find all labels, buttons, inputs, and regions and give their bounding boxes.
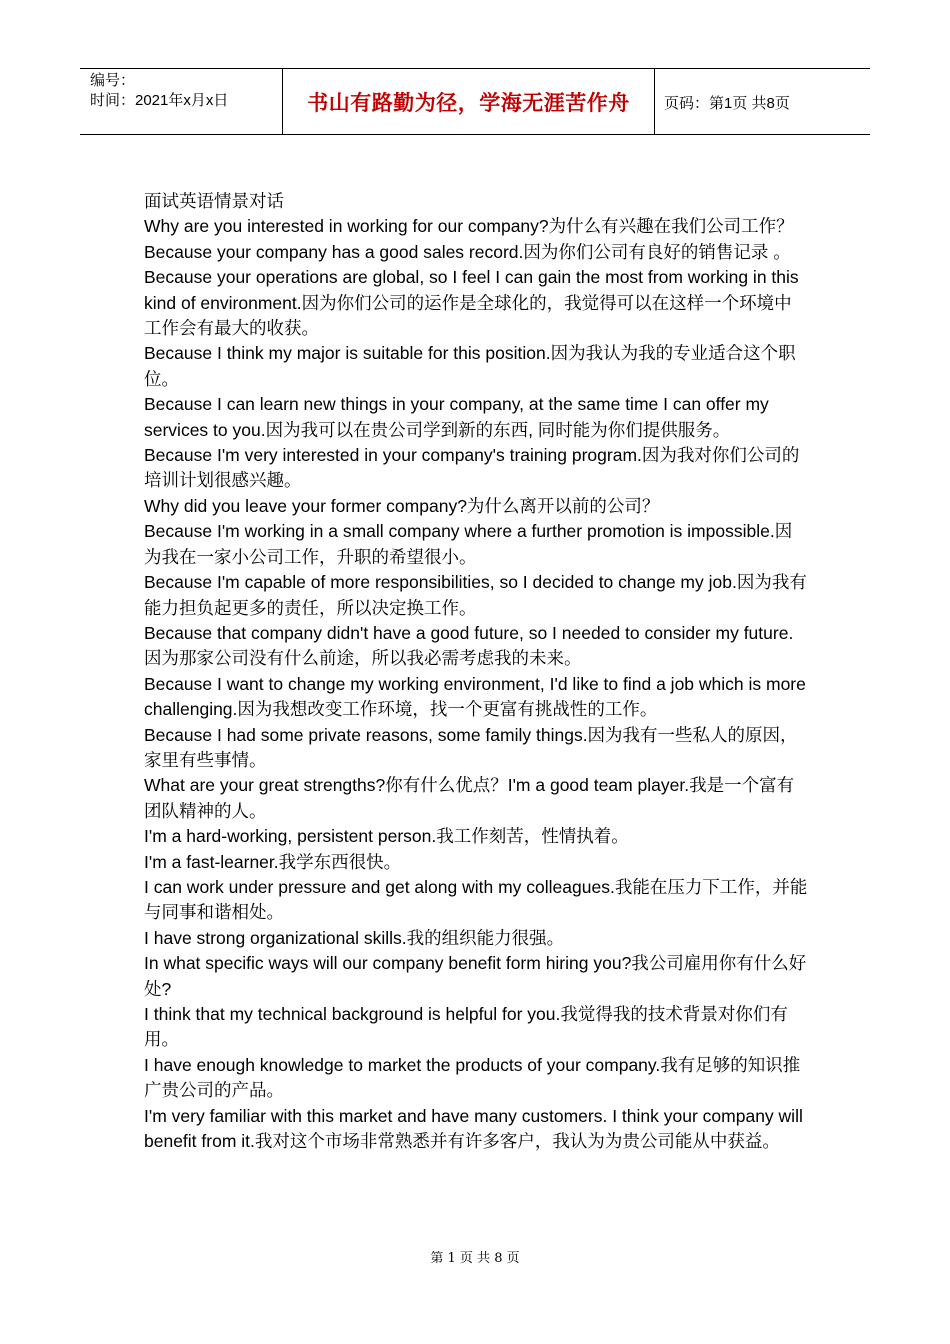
paragraph: Because I think my major is suitable for this position.因为我认为我的专业适合这个职位。 (144, 343, 796, 389)
paragraph: Why are you interested in working for our company?为什么有兴趣在我们公司工作？ (144, 216, 794, 237)
paragraph: Because your company has a good sales record.因为你们公司有良好的销售记录 。Because your operations are global, so I feel I can gain the most from working in this kind of environment.因为你们公司的运作是全球化的，我觉得可以在这样一个环境中工作会有最大的收获。 (144, 241, 799, 339)
paragraph: Because I'm capable of more responsibilities, so I decided to change my job.因为我有能力担负起更多的责任，所以决定换工作。 (144, 572, 807, 618)
header-meta (90, 71, 228, 111)
paragraph: Why did you leave your former company?为什么离开以前的公司？ (144, 495, 660, 516)
paragraph: I think that my technical background is helpful for you.我觉得我的技术背景对你们有用。 (144, 1004, 788, 1050)
paragraph: What are your great strengths?你有什么优点？I'm a good team player.我是一个富有团队精神的人。 (144, 775, 795, 821)
paragraph: Because I'm working in a small company where a further promotion is impossible.因为我在一家小公司工作，升职的希望很小。 (144, 521, 793, 567)
document-body (144, 189, 809, 1154)
paragraph: In what specific ways will our company benefit form hiring you?我公司雇用你有什么好处? (144, 953, 807, 999)
header-motto: 书山有路勤为径，学海无涯苦作舟 (307, 91, 630, 115)
page-footer: 第 1 页 共 8 页 (430, 1251, 520, 1266)
header-page-info: 页码：第1页 共8页 (664, 95, 790, 112)
paragraph: I have strong organizational skills.我的组织能力很强。 (144, 927, 565, 948)
header-bottom-rule (80, 134, 870, 135)
document-number-label: 编号： (90, 72, 136, 89)
paragraph: Because I can learn new things in your company, at the same time I can offer my services to you.因为我可以在贵公司学到新的东西, 同时能为你们提供服务。 (144, 394, 769, 440)
paragraph: Because that company didn't have a good future, so I needed to consider my future.因为那家公司没有什么前途，所以我必需考虑我的未来。 (144, 622, 794, 669)
paragraph: Because I'm very interested in your company's training program.因为我对你们公司的培训计划很感兴趣。 (144, 445, 800, 491)
paragraph: I can work under pressure and get along with my colleagues.我能在压力下工作，并能与同事和谐相处。 (144, 876, 808, 923)
paragraph: I'm a fast-learner.我学东西很快。 (144, 851, 402, 872)
paragraph: I have enough knowledge to market the products of your company.我有足够的知识推广贵公司的产品。 (144, 1054, 801, 1101)
paragraph: I'm very familiar with this market and have many customers. I think your company will benefit from it.我对这个市场非常熟悉并有许多客户，我认为为贵公司能从中获益。 (144, 1105, 803, 1152)
header-divider-right (654, 68, 655, 135)
page-header (80, 67, 870, 136)
paragraph: I'm a hard-working, persistent person.我工作刻苦，性情执着。 (144, 826, 629, 847)
document-title: 面试英语情景对话 (144, 191, 284, 211)
document-date: 时间：2021年x月x日 (90, 92, 229, 109)
paragraph: Because I want to change my working environment, I'd like to find a job which is more challenging.因为我想改变工作环境，找一个更富有挑战性的工作。 (144, 673, 806, 720)
paragraph: Because I had some private reasons, some family things.因为我有一些私人的原因，家里有些事情。 (144, 724, 798, 770)
header-top-rule (80, 68, 870, 69)
